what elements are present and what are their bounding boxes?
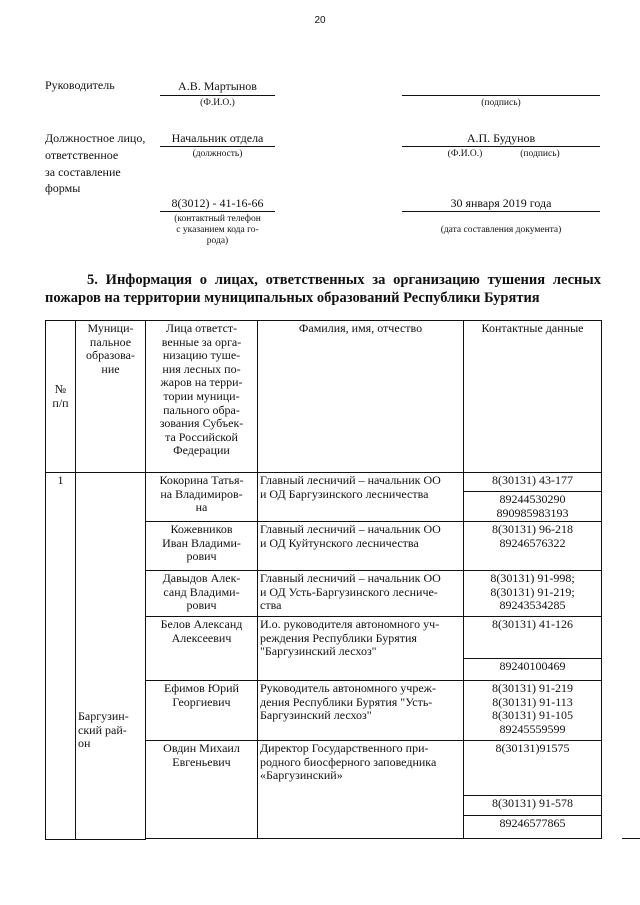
contact-line: 89244530290	[499, 492, 566, 506]
contacts-cell	[464, 816, 602, 839]
person-name-line: рович	[186, 549, 217, 564]
header-line: низацию туше-	[162, 348, 241, 363]
official-name-line	[402, 146, 600, 147]
contact-line: 8(30131) 91-578	[492, 796, 573, 811]
table-row	[46, 473, 602, 492]
position-line: и ОД Усть-Баргузинского лесниче-	[260, 584, 438, 599]
position-line: Главный лесничий – начальник ОО	[260, 473, 441, 487]
person-position-cell	[258, 617, 464, 681]
position-line: и ОД Баргузинского лесничества	[260, 486, 429, 501]
phone-line	[160, 211, 275, 212]
person-name-cell	[146, 473, 258, 522]
contact-line: 89246577865	[499, 816, 566, 831]
position-line: Директор Государственного при-	[260, 741, 429, 756]
person-name-line: Ефимов Юрий	[164, 681, 239, 696]
margin-dash	[622, 838, 640, 839]
official-fio-caption: (Ф.И.О.)	[447, 149, 483, 159]
contact-line: 89240100469	[499, 659, 566, 674]
contact-line: 8(30131) 91-219	[492, 681, 573, 696]
person-position-cell	[258, 522, 464, 571]
head-label: Руководитель	[45, 78, 115, 92]
contact-line: 890985983193	[496, 505, 569, 520]
position-line: ства	[260, 598, 282, 613]
header-responsible	[146, 321, 258, 473]
person-name-cell	[146, 741, 258, 839]
person-name-line: на Владимиров-	[160, 486, 243, 501]
official-label-2: ответственное	[45, 148, 119, 162]
position-line: Главный лесничий – начальник ОО	[260, 522, 441, 537]
header-fio: Фамилия, имя, отчество	[258, 321, 464, 473]
municipality-line: ский рай-	[78, 722, 127, 737]
date-line	[402, 211, 600, 212]
header-municipality	[76, 321, 146, 473]
contacts-cell	[464, 681, 602, 741]
contact-line: 8(30131)91575	[495, 741, 570, 756]
header-line: ние	[101, 361, 120, 376]
person-name-line: санд Владими-	[163, 584, 240, 599]
position-line: Главный лесничий – начальник ОО	[260, 571, 441, 586]
date-caption: (дата составления документа)	[440, 225, 562, 235]
person-name-cell	[146, 522, 258, 571]
date-value: 30 января 2019 года	[450, 196, 552, 210]
person-position-cell	[258, 681, 464, 741]
head-signature-caption: (подпись)	[481, 98, 521, 108]
head-fio-caption: (Ф.И.О.)	[200, 98, 235, 108]
head-name-line	[160, 95, 275, 96]
contact-line: 8(30131) 91-998;	[490, 571, 575, 586]
contacts-cell	[464, 659, 602, 681]
person-name-line: Давыдов Алек-	[162, 571, 241, 586]
header-line: зования Субъек-	[159, 416, 244, 431]
contacts-cell	[464, 617, 602, 659]
header-line: пального обра-	[163, 402, 240, 417]
header-line: Муници-	[87, 321, 134, 335]
official-sign-caption: (подпись)	[520, 149, 560, 159]
contact-line: 8(30131) 91-219;	[490, 584, 575, 599]
head-signature-line	[402, 95, 600, 96]
person-position-cell	[258, 473, 464, 522]
contacts-cell	[464, 571, 602, 617]
person-name-line: рович	[186, 598, 217, 613]
official-label-3: за составление	[45, 165, 121, 179]
position-line: «Баргузинский»	[260, 768, 343, 783]
municipality-cell	[76, 473, 146, 840]
header-line: образова-	[86, 348, 135, 363]
header-line: тории муници-	[163, 388, 240, 403]
person-name-line: Георгиевич	[172, 694, 231, 709]
responsible-persons-table	[45, 320, 602, 840]
phone-caption-2: с указанием кода го-	[176, 225, 259, 235]
official-label-1: Должностное лицо,	[45, 131, 146, 145]
contact-line: 89245559599	[499, 721, 566, 736]
position-line: дения Республики Бурятия "Усть-	[260, 694, 433, 709]
person-name-cell	[146, 571, 258, 617]
position-line: Баргузинский лесхоз"	[260, 708, 372, 723]
head-name: А.В. Мартынов	[178, 79, 257, 93]
person-name-line: Кокорина Татья-	[159, 473, 244, 487]
contacts-cell	[464, 796, 602, 816]
person-name-cell	[146, 681, 258, 741]
header-num-line: №	[54, 381, 67, 396]
position-line: Руководитель автономного учреж-	[260, 681, 436, 696]
header-num	[46, 321, 76, 473]
header-line: та Российской	[165, 429, 238, 444]
person-position-cell	[258, 741, 464, 839]
person-name-cell	[146, 617, 258, 681]
position-line: и ОД Куйтунского лесничества	[260, 535, 419, 550]
header-line: пальное	[89, 334, 132, 349]
header-line: Лица ответст-	[165, 321, 238, 335]
person-name-line: Кожевников	[170, 522, 233, 537]
header-num-line: п/п	[52, 395, 69, 410]
table-header-row	[46, 321, 602, 473]
person-name-line: Белов Александ	[160, 617, 243, 632]
section-title: 5. Информация о лицах, ответственных за организацию тушения лесных пожаров на территории муниципальных образований Республики Бурятия	[45, 272, 601, 306]
phone-caption-1: (контактный телефон	[174, 214, 261, 224]
header-line: ния лесных по-	[162, 361, 241, 376]
contact-line: 89243534285	[499, 598, 566, 613]
contact-line: 8(30131) 96-218	[492, 522, 573, 537]
position-line: И.о. руководителя автономного уч-	[260, 617, 440, 632]
header-line: венные за орга-	[161, 334, 242, 349]
official-name: А.П. Будунов	[466, 131, 536, 145]
phone-value: 8(3012) - 41-16-66	[171, 196, 264, 210]
contact-line: 89246576322	[499, 535, 566, 550]
municipality-line: он	[78, 736, 91, 751]
contacts-cell	[464, 522, 602, 571]
contact-line: 8(30131) 43-177	[492, 473, 573, 487]
header-line: жаров на терри-	[160, 375, 243, 390]
position-line: "Баргузинский лесхоз"	[260, 644, 377, 659]
person-name-line: Иван Владими-	[162, 535, 241, 550]
person-name-line: Евгеньевич	[172, 754, 231, 769]
contacts-cell	[464, 473, 602, 492]
contact-line: 8(30131) 41-126	[492, 617, 573, 632]
position-caption: (должность)	[192, 149, 243, 159]
official-label-4: формы	[45, 181, 81, 195]
contacts-cell	[464, 492, 602, 522]
contact-line: 8(30131) 91-113	[492, 694, 573, 709]
phone-caption-3: рода)	[206, 236, 229, 246]
person-name-line: Алексеевич	[171, 630, 232, 645]
spacer-cell	[146, 839, 602, 840]
header-line: Федерации	[173, 443, 230, 458]
position-value: Начальник отдела	[171, 131, 264, 145]
row-number-cell: 1	[46, 473, 76, 840]
contact-line: 8(30131) 91-105	[492, 708, 573, 723]
contacts-cell	[464, 741, 602, 796]
person-name-line: на	[195, 500, 208, 515]
person-name-line: Овдин Михаил	[163, 741, 240, 756]
person-position-cell	[258, 571, 464, 617]
header-contacts: Контактные данные	[464, 321, 602, 473]
position-line	[160, 146, 275, 147]
page-number: 20	[314, 15, 326, 26]
municipality-line: Баргузин-	[78, 708, 129, 723]
position-line: родного биосферного заповедника	[260, 754, 437, 769]
position-line: реждения Республики Бурятия	[260, 630, 417, 645]
